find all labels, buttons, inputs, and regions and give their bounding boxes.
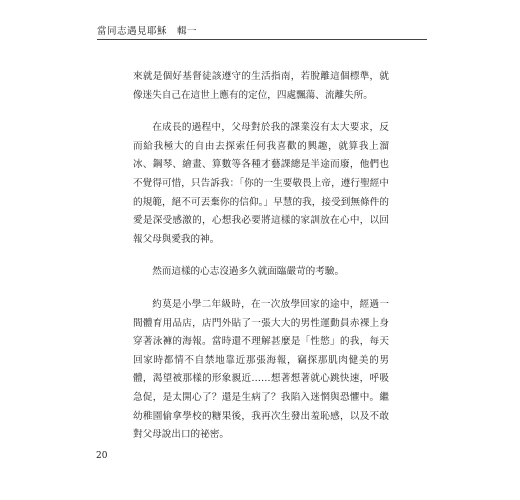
page-number: 20 xyxy=(96,451,108,461)
paragraph-continued: 來就是個好基督徒該遵守的生活指南，若脫離這個標準，就像迷失自己在這世上應有的定位，四處飄蕩、流離失所。 xyxy=(133,71,389,101)
body-text xyxy=(133,68,389,445)
paragraph-childhood-memory: 約莫是小學二年級時，在一次放學回家的途中，經過一間體育用品店，店門外貼了一張大大的男性運動員赤裸上身穿著泳褲的海報。當時還不理解甚麼是「性慾」的我，每天回家時都情不自禁地靠近那張海報，竊探那肌肉健美的男體，渴望被那樣的形象親近……想著想著就心跳快速，呼吸急促，是太開心了？還是生病了？我陷入迷惘與恐懼中。繼幼稚園偷拿學校的糖果後，我再次生發出羞恥感，以及不敢對父母說出口的祕密。 xyxy=(133,298,389,441)
running-header xyxy=(97,20,427,40)
header-title: 當同志遇見耶穌 輯一 xyxy=(97,26,198,37)
paragraph-transition: 然而這樣的心志沒過多久就面臨嚴苛的考驗。 xyxy=(152,266,345,278)
paragraph-upbringing: 在成長的過程中，父母對於我的課業沒有太大要求，反而給我極大的自由去探索任何我喜歡的興趣，就算我上溜冰、鋼琴、繪畫、算數等各種才藝課總是半途而廢，他們也不覺得可惜，只告訴我：「你的一生要敬畏上帝，遵行聖經中的規範，絕不可丟棄你的信仰。」早慧的我，接受到無條件的愛是深受感激的，心想我必要將這樣的家訓放在心中，以回報父母與愛我的神。 xyxy=(133,122,389,245)
